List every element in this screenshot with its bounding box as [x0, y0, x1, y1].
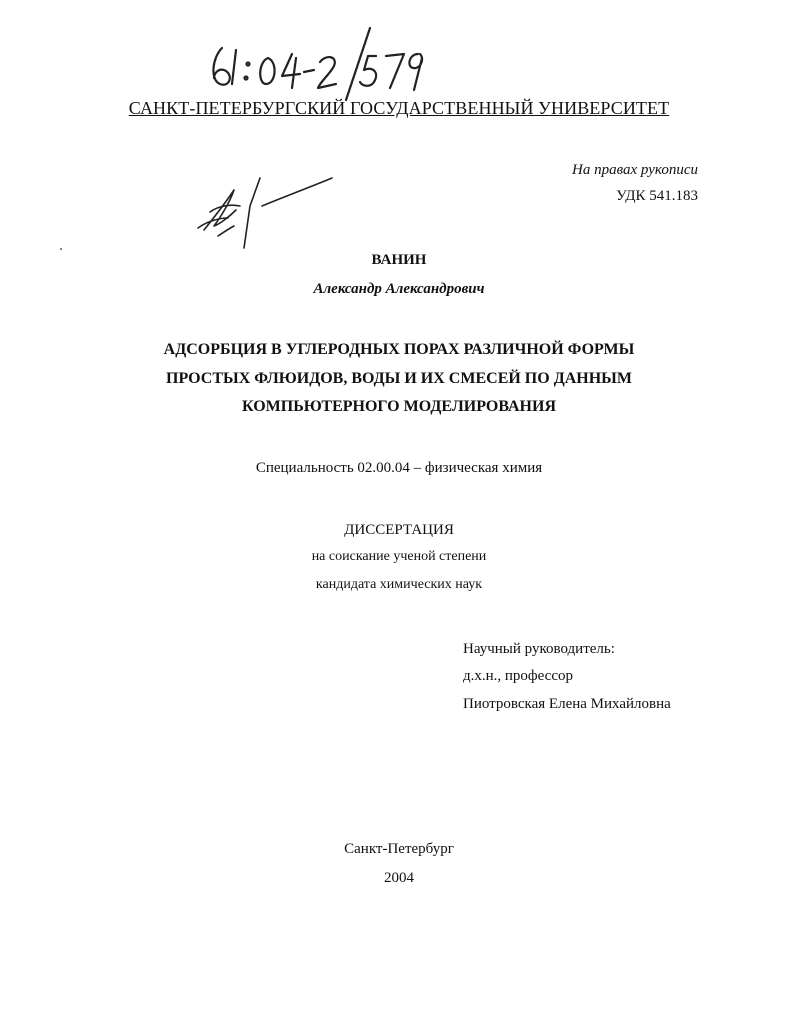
advisor-rank: д.х.н., профессор	[463, 668, 574, 684]
manuscript-rights-label: На правах рукописи	[572, 162, 698, 178]
dissertation-title-line: АДСОРБЦИЯ В УГЛЕРОДНЫХ ПОРАХ РАЗЛИЧНОЙ ФОРМЫ	[163, 341, 635, 358]
author-given-name: Александр Александрович	[313, 281, 485, 297]
university-name: САНКТ-ПЕТЕРБУРГСКИЙ ГОСУДАРСТВЕННЫЙ УНИВЕРСИТЕТ	[128, 98, 670, 118]
year: 2004	[384, 870, 414, 886]
udc-code: УДК 541.183	[616, 188, 698, 204]
advisor-name: Пиотровская Елена Михайловна	[463, 696, 671, 712]
dissertation-title-line: КОМПЬЮТЕРНОГО МОДЕЛИРОВАНИЯ	[242, 398, 556, 415]
handwritten-signature	[190, 168, 340, 258]
author-surname: ВАНИН	[371, 252, 427, 268]
handwritten-archive-number	[200, 18, 440, 108]
scan-speck	[60, 248, 62, 250]
city: Санкт-Петербург	[344, 841, 454, 857]
degree-line: кандидата химических наук	[315, 577, 483, 592]
dissertation-title-line: ПРОСТЫХ ФЛЮИДОВ, ВОДЫ И ИХ СМЕСЕЙ ПО ДАННЫМ	[166, 370, 632, 387]
advisor-label: Научный руководитель:	[463, 641, 615, 657]
degree-line: на соискание ученой степени	[311, 549, 487, 564]
document-type: ДИССЕРТАЦИЯ	[344, 522, 454, 538]
specialty: Специальность 02.00.04 – физическая химия	[255, 460, 543, 476]
